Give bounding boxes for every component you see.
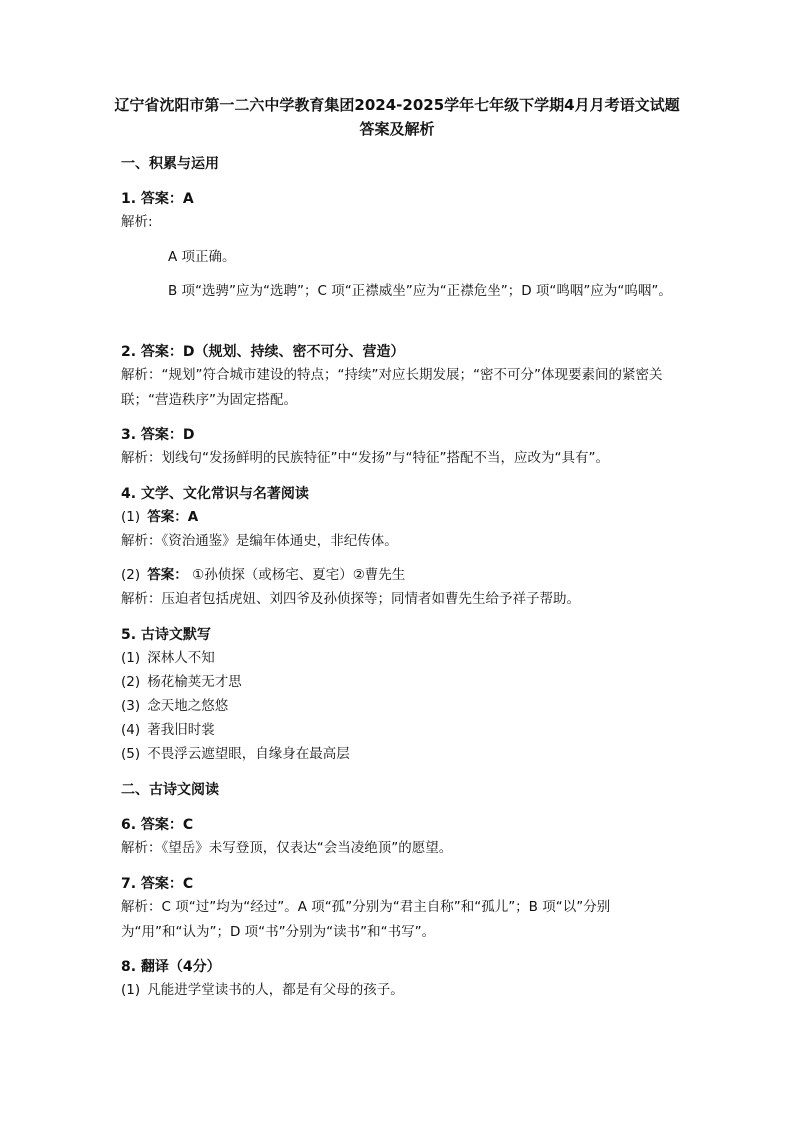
question-4-sub1-analysis: 解析：《资治通鉴》是编年体通史，非纪传体。: [121, 533, 398, 549]
question-2-answer: 2. 答案：D（规划、持续、密不可分、营造）: [121, 344, 405, 360]
question-8-sub1-number: (1): [121, 982, 141, 998]
question-6-answer: 6. 答案：C: [121, 817, 194, 833]
question-5-line-4: [121, 724, 215, 738]
line-text: 深林人不知: [147, 650, 215, 666]
question-8-sub1-text: 凡能进学堂读书的人，都是有父母的孩子。: [147, 982, 404, 998]
section-heading-1: 一、积累与运用: [121, 156, 219, 172]
line-number: (4): [121, 722, 141, 738]
question-4-sub1-answer-text: 答案：A: [147, 509, 199, 525]
question-4-sub2-answer: [121, 569, 405, 583]
question-4-sub2-number: (2): [121, 567, 141, 583]
document-subtitle: 答案及解析: [359, 120, 435, 138]
question-1-item-a: A 项正确。: [168, 249, 236, 265]
line-number: (1): [121, 650, 141, 666]
line-number: (5): [121, 746, 141, 762]
question-4-sub1-number: (1): [121, 509, 141, 525]
question-7-answer: 7. 答案：C: [121, 876, 194, 892]
question-4-heading: 4. 文学、文化常识与名著阅读: [121, 486, 309, 502]
line-number: (2): [121, 674, 141, 690]
question-6-analysis: 解析：《望岳》未写登顶，仅表达“会当凌绝顶”的愿望。: [121, 840, 453, 856]
question-1-item-b: B 项“选骋”应为“选聘”；C 项“正襟威坐”应为“正襟危坐”；D 项“鸣咽”应为“呜咽”。: [168, 283, 672, 299]
line-text: 杨花榆荚无才思: [147, 674, 242, 690]
question-4-sub2-answer-label: 答案：: [147, 567, 188, 583]
question-3-answer: 3. 答案：D: [121, 427, 195, 443]
question-5-line-2: [121, 676, 242, 690]
line-text: 著我旧时裳: [147, 722, 215, 738]
question-7-analysis: 解析：C 项“过”均为“经过”。A 项“孤”分别为“君主自称”和“孤儿”；B 项“以”分别为“用”和“认为”；D 项“书”分别为“读书”和“书写”。: [121, 899, 611, 940]
question-5-line-3: [121, 700, 228, 714]
question-3-analysis: 解析：划线句“发扬鲜明的民族特征”中“发扬”与“特征”搭配不当，应改为“具有”。: [121, 450, 609, 466]
document-title: 辽宁省沈阳市第一二六中学教育集团2024-2025学年七年级下学期4月月考语文试题: [114, 96, 680, 114]
question-1-analysis-label: 解析:: [121, 214, 153, 230]
line-text: 念天地之悠悠: [147, 698, 229, 714]
question-2-analysis: 解析：“规划”符合城市建设的特点；“持续”对应长期发展；“密不可分”体现要素间的紧密关联；“营造秩序”为固定搭配。: [121, 367, 663, 408]
question-5-line-5: [121, 748, 350, 762]
section-heading-2: 二、古诗文阅读: [121, 782, 219, 798]
line-text: 不畏浮云遮望眼，自缘身在最高层: [147, 746, 350, 762]
question-4-sub2-answer-text: ①孙侦探（或杨宅、夏宅）②曹先生: [192, 567, 406, 583]
question-5-heading: 5. 古诗文默写: [121, 627, 211, 643]
line-number: (3): [121, 698, 141, 714]
question-8-heading: 8. 翻译（4分）: [121, 959, 221, 975]
question-5-line-1: [121, 652, 215, 666]
question-8-sub1: [121, 984, 404, 998]
question-4-sub1-answer: [121, 511, 198, 525]
question-1-answer: 1. 答案：A: [121, 191, 194, 207]
question-4-sub2-analysis: 解析：压迫者包括虎妞、刘四爷及孙侦探等；同情者如曹先生给予祥子帮助。: [121, 591, 580, 607]
